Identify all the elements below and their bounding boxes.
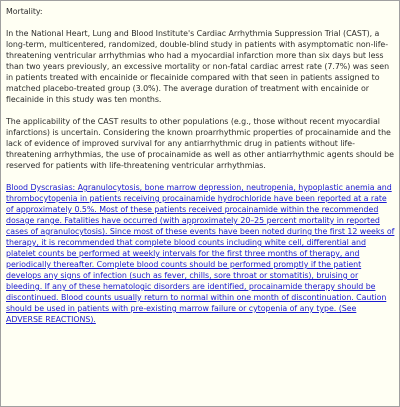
- paragraph-spacer: [6, 105, 395, 116]
- applicability-paragraph: The applicability of the CAST results to other populations (e.g., those without recent myocardial infarctions) is uncertain. Considering the known proarrhythmic properties of procainamide and the lack of evidence of improved survival for any antiarrhythmic drug in patients without life-threatening arrhythmias, the use of procainamide as well as other antiarrhythmic agents should be reserved for patients with life-threatening ventricular arrhythmias.: [6, 117, 394, 170]
- mortality-heading: Mortality:: [6, 7, 43, 16]
- blood-dyscrasias-link-paragraph[interactable]: Blood Dyscrasias: Agranulocytosis, bone marrow depression, neutropenia, hypoplastic anemia and thrombocytopenia in patients receiving procainamide hydrochloride have been reported at a rate of approximately 0.5%. Most of these patients received procainamide within the recommended dosage range. Fatalities have occurred (with approximately 20–25 percent mortality in reported cases of agranulocytosis). Since most of these events have been noted during the first 12 weeks of therapy, it is recommended that complete blood counts including white cell, differential and platelet counts be performed at weekly intervals for the first three months of therapy, and periodically thereafter. Complete blood counts should be performed promptly if the patient develops any signs of infection (such as fever, chills, sore throat or stomatitis), bruising or bleeding. If any of these hematologic disorders are identified, procainamide therapy should be discontinued. Blood counts usually return to normal within one month of discontinuation. Caution should be used in patients with pre-existing marrow failure or cytopenia of any type. (See ADVERSE REACTIONS).: [6, 183, 395, 324]
- paragraph-spacer: [6, 171, 395, 182]
- document-content: [6, 6, 395, 325]
- cast-paragraph: In the National Heart, Lung and Blood Institute's Cardiac Arrhythmia Suppression Trial (CAST), a long-term, multicentered, randomized, double-blind study in patients with asymptomatic non-life-threatening ventricular arrhythmias who had a myocardial infarction more than six days but less than two years previously, an excessive mortality or non-fatal cardiac arrest rate (7.7%) was seen in patients treated with encainide or flecainide compared with that seen in patients assigned to matched placebo-treated group (3.0%). The average duration of treatment with encainide or flecainide in this study was ten months.: [6, 29, 390, 104]
